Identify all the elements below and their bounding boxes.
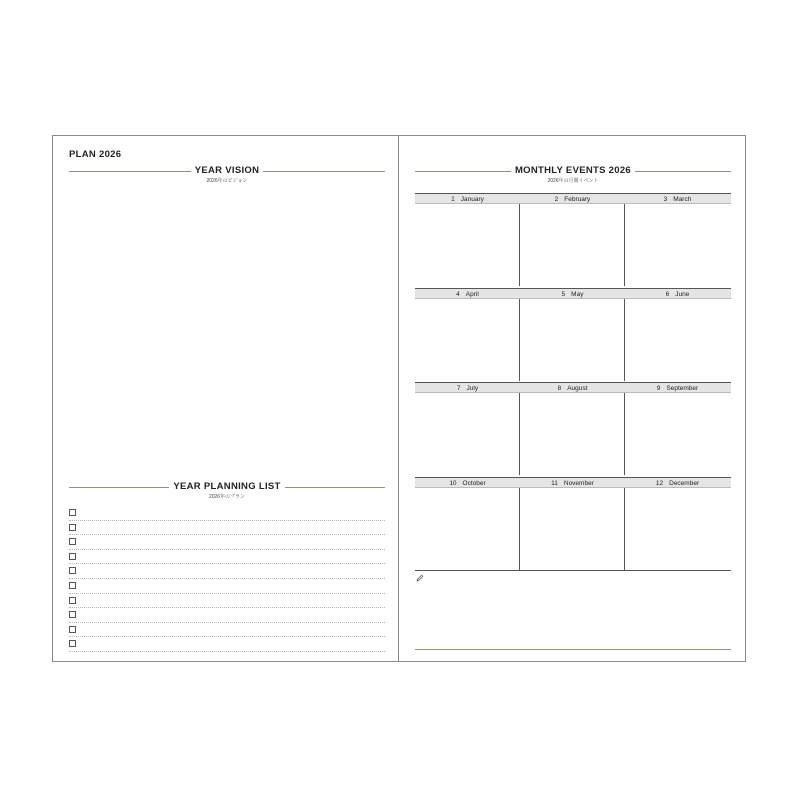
- year-planning-list: [69, 506, 385, 652]
- checkbox[interactable]: [69, 640, 76, 647]
- year-planning-header: [69, 481, 385, 503]
- list-item[interactable]: [69, 564, 385, 579]
- column-divider: [624, 488, 625, 570]
- left-page: [52, 135, 399, 662]
- monthly-events-subtitle: 2026年の月間イベント: [547, 178, 599, 184]
- column-divider: [519, 393, 520, 475]
- month-row: [415, 193, 731, 288]
- pencil-icon: [416, 574, 424, 582]
- month-row: [415, 477, 731, 572]
- column-divider: [519, 204, 520, 286]
- list-item[interactable]: [69, 521, 385, 536]
- month-label-april: 4 April: [456, 290, 479, 298]
- list-item[interactable]: [69, 550, 385, 565]
- year-vision-subtitle: 2026年のビジョン: [206, 178, 248, 184]
- month-label-march: 3 March: [663, 196, 692, 203]
- column-divider: [519, 488, 520, 570]
- month-label-september: 9 September: [656, 385, 699, 393]
- checkbox[interactable]: [69, 626, 76, 633]
- year-vision-header: [69, 165, 385, 187]
- month-header-bar: [415, 193, 731, 204]
- checkbox[interactable]: [69, 524, 76, 531]
- checkbox[interactable]: [69, 553, 76, 560]
- plan-title: PLAN 2026: [69, 149, 122, 160]
- month-label-october: 10 October: [449, 479, 486, 487]
- monthly-grid: [415, 193, 731, 571]
- year-planning-subtitle: 2026年のプラン: [208, 494, 246, 500]
- list-item[interactable]: [69, 594, 385, 609]
- month-label-august: 8 August: [557, 385, 588, 393]
- checkbox[interactable]: [69, 611, 76, 618]
- monthly-events-title: MONTHLY EVENTS 2026: [511, 165, 635, 176]
- list-item[interactable]: [69, 608, 385, 623]
- month-header-bar: [415, 288, 731, 299]
- month-label-july: 7 July: [456, 385, 479, 393]
- month-header-bar: [415, 477, 731, 488]
- month-label-june: 6 June: [665, 290, 690, 298]
- month-label-may: 5 May: [561, 290, 584, 298]
- right-page: [399, 135, 746, 662]
- checkbox[interactable]: [69, 582, 76, 589]
- checkbox[interactable]: [69, 567, 76, 574]
- year-vision-title: YEAR VISION: [191, 165, 264, 176]
- month-row: [415, 382, 731, 477]
- month-header-bar: [415, 382, 731, 393]
- column-divider: [519, 299, 520, 381]
- month-label-january: 1 January: [451, 196, 484, 203]
- checkbox[interactable]: [69, 538, 76, 545]
- list-item[interactable]: [69, 506, 385, 521]
- month-label-february: 2 February: [554, 196, 591, 203]
- year-planning-title: YEAR PLANNING LIST: [169, 481, 284, 492]
- list-item[interactable]: [69, 579, 385, 594]
- monthly-events-header: [415, 165, 731, 187]
- notes-top-rule: [415, 570, 731, 571]
- notes-bottom-rule: [415, 649, 731, 650]
- month-row: [415, 288, 731, 383]
- checkbox[interactable]: [69, 509, 76, 516]
- month-label-november: 11 November: [551, 479, 594, 487]
- checkbox[interactable]: [69, 597, 76, 604]
- column-divider: [624, 299, 625, 381]
- column-divider: [624, 204, 625, 286]
- month-label-december: 12 December: [655, 479, 700, 487]
- column-divider: [624, 393, 625, 475]
- list-item[interactable]: [69, 535, 385, 550]
- list-item[interactable]: [69, 637, 385, 652]
- list-item[interactable]: [69, 623, 385, 638]
